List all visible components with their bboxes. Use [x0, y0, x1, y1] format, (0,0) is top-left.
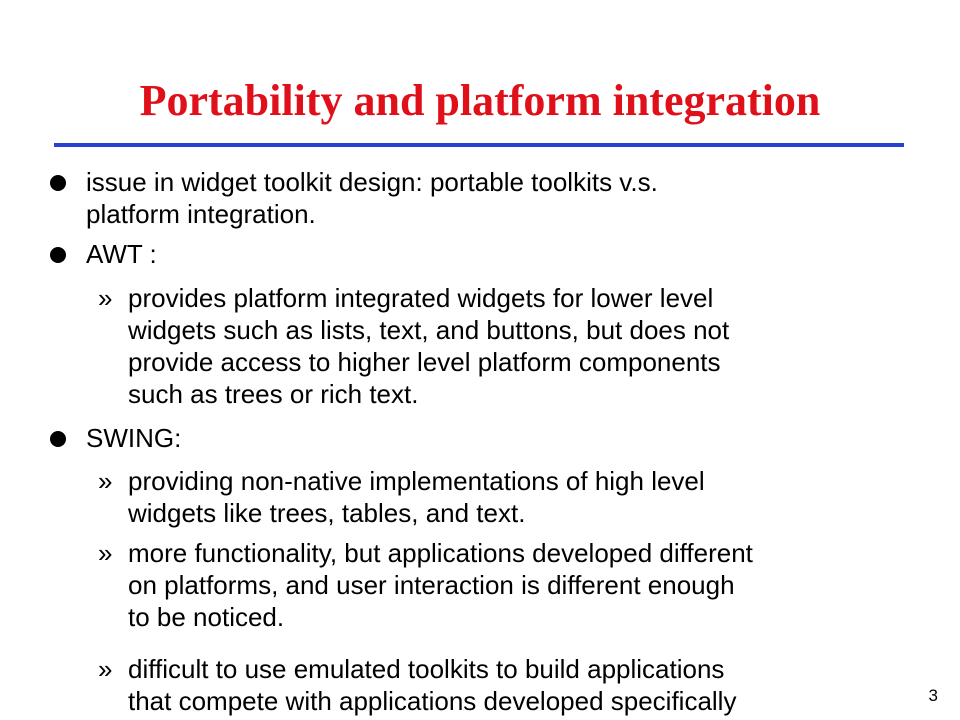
page-number: 3: [928, 686, 938, 705]
sub-bullet-text-line: provide access to higher level platform components: [128, 347, 721, 377]
bullet-text-line: SWING:: [86, 423, 182, 453]
sub-bullet-text-line: such as trees or rich text.: [128, 379, 419, 409]
sub-bullet-marker: »: [98, 654, 113, 684]
bullet-dot-icon: [50, 175, 66, 191]
sub-bullet-text-line: widgets like trees, tables, and text.: [128, 498, 526, 528]
sub-bullet-text-line: difficult to use emulated toolkits to build applications: [128, 654, 725, 684]
sub-bullet-text-line: on platforms, and user interaction is different enough: [128, 570, 735, 600]
sub-bullet-text-line: that compete with applications developed specifically: [128, 686, 737, 716]
sub-bullet-marker: »: [98, 538, 113, 568]
sub-bullet-text-line: provides platform integrated widgets for lower level: [128, 283, 714, 313]
sub-bullet-text-line: to be noticed.: [128, 602, 285, 632]
bullet-text-line: issue in widget toolkit design: portable toolkits v.s.: [86, 167, 658, 197]
bullet-dot-icon: [50, 431, 66, 447]
sub-bullet-text-line: providing non-native implementations of high level: [128, 466, 705, 496]
bullet-text-line: platform integration.: [86, 199, 316, 229]
bullet-dot-icon: [50, 247, 66, 263]
sub-bullet-text-line: more functionality, but applications developed different: [128, 538, 753, 568]
slide-title: Portability and platform integration: [139, 76, 821, 125]
sub-bullet-text-line: widgets such as lists, text, and buttons, but does not: [128, 315, 730, 345]
sub-bullet-marker: »: [98, 283, 113, 313]
bullet-text-line: AWT :: [86, 239, 157, 269]
sub-bullet-marker: »: [98, 466, 113, 496]
